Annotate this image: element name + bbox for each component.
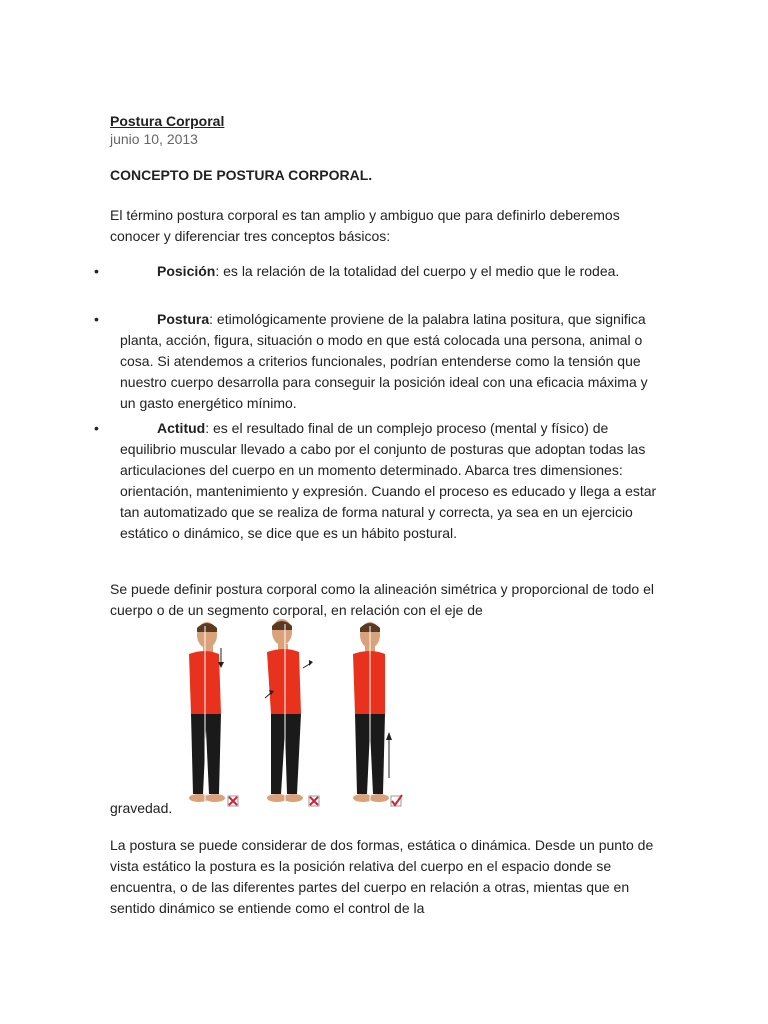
bullet-icon: • (94, 420, 99, 436)
closing-paragraph: La postura se puede considerar de dos formas, estática o dinámica. Desde un punto de vista estático la postura es la posición relativa del cuerpo en el espacio donde se encuentra, o de las diferentes partes del cuerpo en relación a otras, mientas que en sentido dinámico se entiende como el control de la (110, 837, 654, 916)
bullet-list-3 (94, 418, 664, 550)
section-heading: CONCEPTO DE POSTURA CORPORAL. (110, 167, 373, 183)
bullet-icon: • (94, 311, 99, 327)
term-postura: Postura (157, 311, 210, 327)
list-item-posicion (94, 261, 664, 282)
term-actitud: Actitud (157, 420, 206, 436)
posture-figures-image (175, 618, 415, 814)
bullet-list-2 (94, 309, 664, 420)
bullet-list-1 (94, 261, 664, 288)
post-title[interactable]: Postura Corporal (110, 113, 225, 129)
definition-paragraph: Se puede definir postura corporal como la alineación simétrica y proporcional de todo el cuerpo o de un segmento corporal, en relación con el eje de (110, 581, 654, 618)
list-item-postura (94, 309, 664, 414)
definition-postura: : etimológicamente proviene de la palabra latina positura, que significa planta, acción, figura, situación o modo en que está colocada una persona, animal o cosa. Si atendemos a criterios funcionales, podrían entenderse como la tensión que nuestro cuerpo desarrolla para conseguir la posición ideal con una eficacia máxima y un gasto energético mínimo. (120, 311, 648, 411)
bullet-icon: • (94, 263, 99, 279)
definition-actitud: : es el resultado final de un complejo proceso (mental y físico) de equilibrio muscular llevado a cabo por el conjunto de posturas que adoptan todas las articulaciones del cuerpo en un momento determinado. Abarca tres dimensiones: orientación, mantenimiento y expresión. Cuando el proceso es educado y llega a estar tan automatizado que se realiza de forma natural y correcta, ya sea en un ejercicio estático o dinámico, se dice que es un hábito postural. (120, 420, 657, 541)
posture-figure-incorrect-2 (265, 619, 313, 804)
post-date: junio 10, 2013 (110, 131, 198, 147)
intro-paragraph: El término postura corporal es tan amplio y ambiguo que para definirlo deberemos conocer y diferenciar tres conceptos básicos: (110, 207, 620, 244)
list-item-actitud (94, 418, 664, 544)
posture-figure-incorrect-1 (189, 622, 225, 804)
gravedad-text: gravedad. (110, 800, 173, 816)
term-posicion: Posición (157, 263, 216, 279)
definition-posicion: : es la relación de la totalidad del cuerpo y el medio que le rodea. (215, 263, 620, 279)
posture-figure-correct (353, 622, 392, 804)
